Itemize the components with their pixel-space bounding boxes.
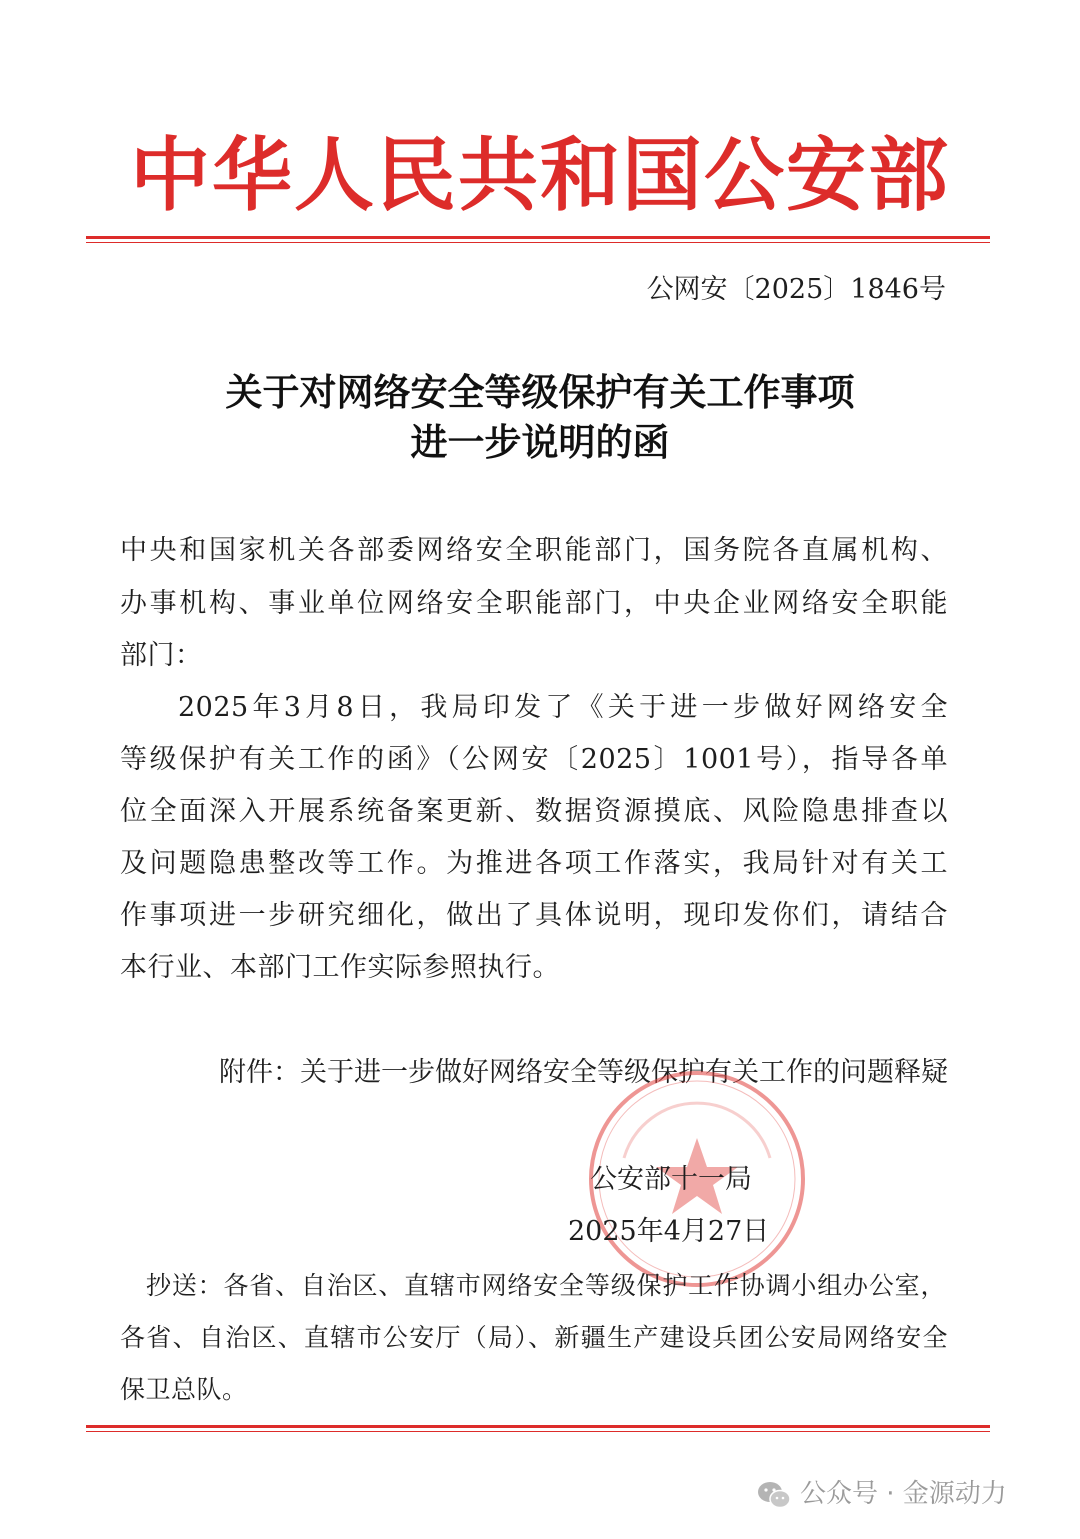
footer-rule-thick — [86, 1425, 990, 1428]
addressee-line: 部门： — [120, 640, 203, 671]
body-paragraph-line: 等级保护有关工作的函》（公网安〔2025〕1001号），指导各单 — [120, 744, 948, 775]
cc-line: 保卫总队。 — [120, 1375, 248, 1404]
footer-rule-thin — [86, 1431, 990, 1432]
wechat-logo-icon — [756, 1480, 792, 1510]
masthead-rule-thin — [86, 242, 990, 243]
document-number: 公网安〔2025〕1846号 — [646, 274, 946, 305]
body-paragraph-line: 本行业、本部门工作实际参照执行。 — [120, 952, 560, 983]
addressee-line: 中央和国家机关各部委网络安全职能部门，国务院各直属机构、 — [120, 535, 948, 566]
attachment-line: 附件：关于进一步做好网络安全等级保护有关工作的问题释疑 — [219, 1057, 948, 1088]
issuer-name: 公安部十一局 — [590, 1164, 752, 1195]
body-paragraph-line: 位全面深入开展系统备案更新、数据资源摸底、风险隐患排查以 — [120, 796, 948, 827]
masthead-rule-thick — [86, 236, 990, 239]
body-paragraph-line: 作事项进一步研究细化，做出了具体说明，现印发你们，请结合 — [120, 900, 948, 931]
document-title-line-2: 进一步说明的函 — [410, 420, 670, 464]
cc-line: 各省、自治区、直辖市公安厅（局）、新疆生产建设兵团公安局网络安全 — [120, 1323, 948, 1352]
cc-line: 抄送：各省、自治区、直辖市网络安全等级保护工作协调小组办公室， — [146, 1271, 946, 1300]
addressee-line: 办事机构、事业单位网络安全职能部门，中央企业网络安全职能 — [120, 588, 948, 619]
issue-date: 2025年4月27日 — [568, 1216, 770, 1247]
document-title-line-1: 关于对网络安全等级保护有关工作事项 — [225, 370, 855, 414]
masthead: 中华人民共和国公安部 — [130, 128, 950, 222]
body-paragraph-line: 2025年3月8日，我局印发了《关于进一步做好网络安全 — [178, 692, 948, 723]
body-paragraph-line: 及问题隐患整改等工作。为推进各项工作落实，我局针对有关工 — [120, 848, 948, 879]
watermark-text: 公众号 · 金源动力 — [800, 1479, 1007, 1509]
